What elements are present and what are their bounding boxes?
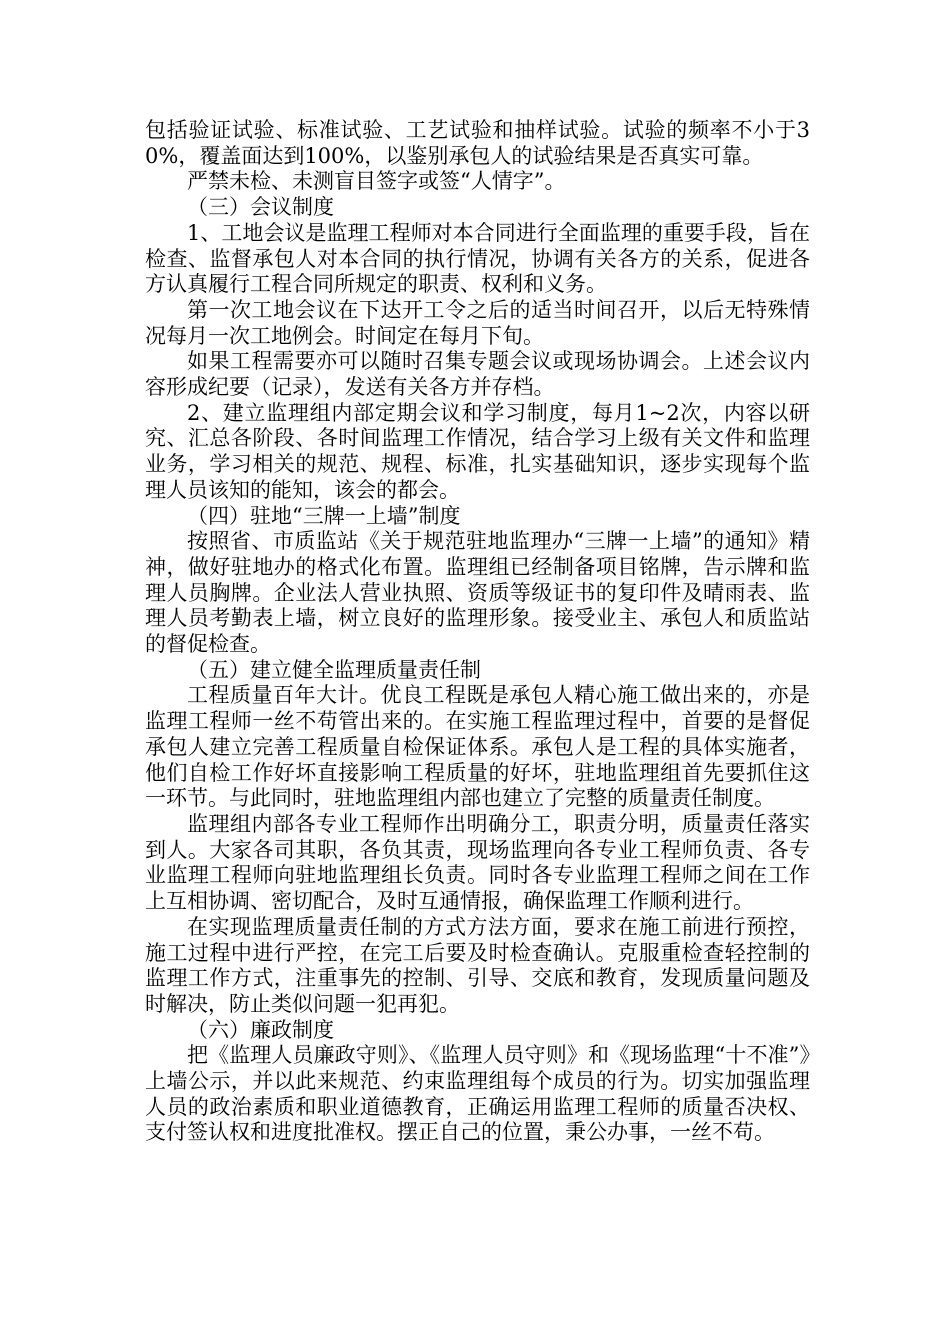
paragraph: 在实现监理质量责任制的方式方法方面，要求在施工前进行预控，施工过程中进行严控，在完工后要及时检查确认。克服重检查轻控制的监理工作方式，注重事先的控制、引导、交底和教育，发现质量问题及时解决，防止类似问题一犯再犯。 — [145, 914, 810, 1016]
section-heading-integrity: （六）廉政制度 — [187, 1017, 334, 1042]
paragraph: 把《监理人员廉政守则》、《监理人员守则》和《现场监理“十不准”》上墙公示，并以此来规范、约束监理组每个成员的行为。切实加强监理人员的政治素质和职业道德教育，正确运用监理工程师的质量否决权、支付签认权和进度批准权。摆正自己的位置，秉公办事，一丝不苟。 — [145, 1043, 810, 1145]
paragraph-continuation: 包括验证试验、标准试验、工艺试验和抽样试验。试验的频率不小于30%，覆盖面达到100%，以鉴别承包人的试验结果是否真实可靠。 — [145, 118, 810, 168]
section-heading-quality-responsibility: （五）建立健全监理质量责任制 — [187, 657, 481, 682]
section-heading-meetings: （三）会议制度 — [187, 195, 334, 220]
paragraph: 严禁未检、未测盲目签字或签“人情字”。 — [187, 169, 566, 194]
paragraph: 按照省、市质监站《关于规范驻地监理办“三牌一上墙”的通知》精神，做好驻地办的格式化布置。监理组已经制备项目铭牌，告示牌和监理人员胸牌。企业法人营业执照、资质等级证书的复印件及晴雨表、监理人员考勤表上墙，树立良好的监理形象。接受业主、承包人和质监站的督促检查。 — [145, 529, 810, 657]
paragraph: 第一次工地会议在下达开工令之后的适当时间召开，以后无特殊情况每月一次工地例会。时间定在每月下旬。 — [145, 297, 810, 348]
paragraph: 1、工地会议是监理工程师对本合同进行全面监理的重要手段，旨在检查、监督承包人对本合同的执行情况，协调有关各方的关系，促进各方认真履行工程合同所规定的职责、权利和义务。 — [145, 220, 810, 297]
paragraph: 如果工程需要亦可以随时召集专题会议或现场协调会。上述会议内容形成纪要（记录），发送有关各方并存档。 — [145, 349, 810, 400]
paragraph: 工程质量百年大计。优良工程既是承包人精心施工做出来的，亦是监理工程师一丝不苟管出来的。在实施工程监理过程中，首要的是督促承包人建立完善工程质量自检保证体系。承包人是工程的具体实施者，他们自检工作好坏直接影响工程质量的好坏，驻地监理组首先要抓住这一环节。与此同时，驻地监理组内部也建立了完整的质量责任制度。 — [145, 683, 810, 811]
section-heading-three-signs: （四）驻地“三牌一上墙”制度 — [187, 503, 461, 528]
paragraph: 2、建立监理组内部定期会议和学习制度，每月1~2次，内容以研究、汇总各阶段、各时间监理工作情况，结合学习上级有关文件和监理业务，学习相关的规范、规程、标准，扎实基础知识，逐步实现每个监理人员该知的能知，该会的都会。 — [145, 400, 810, 502]
paragraph: 监理组内部各专业工程师作出明确分工，职责分明，质量责任落实到人。大家各司其职，各负其责，现场监理向各专业工程师负责、各专业监理工程师向驻地监理组长负责。同时各专业监理工程师之间在工作上互相协调、密切配合，及时互通情报，确保监理工作顺利进行。 — [145, 811, 810, 914]
document-page — [145, 118, 810, 1146]
